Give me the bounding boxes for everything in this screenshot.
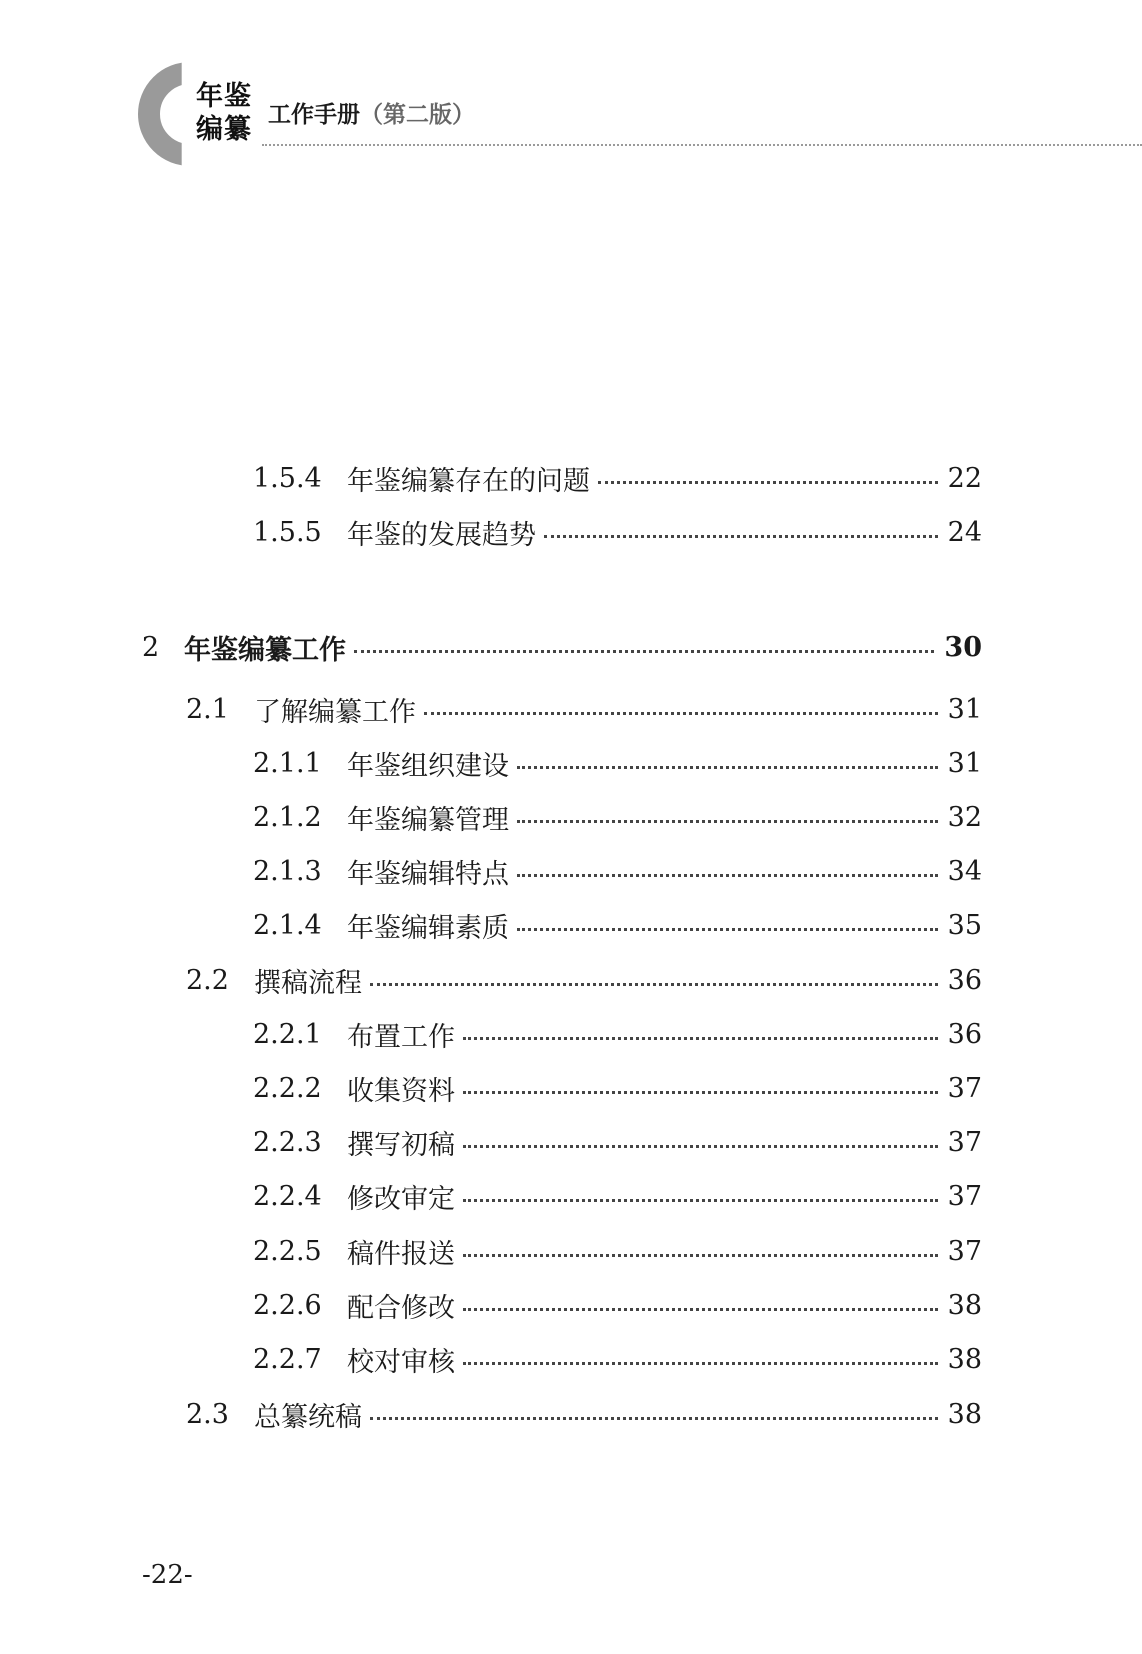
toc-entry[interactable] [253, 905, 982, 945]
toc-entry-number: 2.2.5 [253, 1235, 322, 1267]
toc-dot-leader [354, 650, 934, 653]
toc-entry[interactable] [186, 689, 982, 729]
toc-entry[interactable] [186, 960, 982, 1000]
toc-entry-title: 年鉴编纂存在的问题 [347, 465, 590, 497]
toc-dot-leader [463, 1308, 938, 1311]
toc-dot-leader [370, 1417, 938, 1420]
toc-entry[interactable] [253, 1068, 982, 1108]
toc-dot-leader [463, 1362, 938, 1365]
toc-dot-leader [517, 820, 938, 823]
toc-entry-number: 2.1 [186, 693, 229, 725]
toc-entry-number: 2.1.1 [253, 747, 322, 779]
toc-entry-page: 32 [947, 801, 982, 833]
toc-entry-title: 年鉴编辑特点 [347, 858, 509, 890]
toc-entry-page: 38 [947, 1398, 982, 1430]
toc-entry-title: 年鉴编纂工作 [184, 634, 346, 666]
logo-line-2: 编纂 [196, 114, 252, 145]
toc-entry-page: 22 [947, 462, 982, 494]
toc-entry-page: 35 [947, 909, 982, 941]
toc-entry[interactable] [142, 627, 982, 667]
toc-entry-page: 38 [947, 1343, 982, 1375]
toc-entry[interactable] [253, 1285, 982, 1325]
toc-entry-page: 24 [947, 516, 982, 548]
book-edition: （第二版） [360, 102, 475, 128]
toc-entry-page: 36 [947, 1018, 982, 1050]
toc-entry-number: 2 [142, 631, 160, 663]
toc-entry-title: 年鉴组织建设 [347, 750, 509, 782]
toc-entry-number: 2.1.4 [253, 909, 322, 941]
toc-entry-number: 2.1.2 [253, 801, 322, 833]
toc-entry[interactable] [253, 1014, 982, 1054]
toc-dot-leader [463, 1145, 938, 1148]
toc-dot-leader [463, 1199, 938, 1202]
toc-entry-number: 2.3 [186, 1398, 229, 1430]
toc-dot-leader [463, 1037, 938, 1040]
toc-entry-title: 年鉴编纂管理 [347, 804, 509, 836]
toc-dot-leader [424, 712, 938, 715]
book-title-text: 工作手册 [268, 102, 360, 128]
toc-entry-page: 37 [947, 1126, 982, 1158]
toc-entry-number: 2.2.2 [253, 1072, 322, 1104]
toc-entry-page: 37 [947, 1180, 982, 1212]
toc-entry[interactable] [253, 797, 982, 837]
toc-entry-title: 年鉴的发展趋势 [347, 519, 536, 551]
toc-entry[interactable] [253, 512, 982, 552]
toc-entry-number: 1.5.5 [253, 516, 322, 548]
toc-entry-page: 30 [944, 631, 982, 663]
toc-entry-page: 36 [947, 964, 982, 996]
toc-entry-number: 2.1.3 [253, 855, 322, 887]
toc-entry-title: 配合修改 [347, 1292, 455, 1324]
toc-entry-page: 34 [947, 855, 982, 887]
toc-dot-leader [517, 928, 938, 931]
toc-entry[interactable] [253, 458, 982, 498]
toc-entry[interactable] [186, 1394, 982, 1434]
toc-entry-page: 37 [947, 1072, 982, 1104]
toc-entry-title: 布置工作 [347, 1021, 455, 1053]
toc-dot-leader [517, 874, 938, 877]
toc-entry-page: 31 [947, 747, 982, 779]
toc-entry-title: 稿件报送 [347, 1238, 455, 1270]
toc-dot-leader [544, 535, 938, 538]
toc-entry[interactable] [253, 1122, 982, 1162]
toc-entry-number: 2.2 [186, 964, 229, 996]
toc-entry-title: 撰写初稿 [347, 1129, 455, 1161]
toc-entry-number: 2.2.7 [253, 1343, 322, 1375]
toc-entry-title: 校对审核 [347, 1346, 455, 1378]
toc-entry[interactable] [253, 1231, 982, 1271]
toc-entry-number: 2.2.1 [253, 1018, 322, 1050]
toc-dot-leader [463, 1091, 938, 1094]
toc-entry-title: 修改审定 [347, 1183, 455, 1215]
toc-entry-page: 38 [947, 1289, 982, 1321]
toc-dot-leader [598, 481, 938, 484]
toc-entry-title: 了解编纂工作 [254, 696, 416, 728]
toc-dot-leader [517, 766, 938, 769]
logo-line-1: 年鉴 [196, 81, 252, 112]
toc-entry-title: 年鉴编辑素质 [347, 912, 509, 944]
toc-entry-title: 撰稿流程 [254, 967, 362, 999]
toc-entry[interactable] [253, 1339, 982, 1379]
page-number: -22- [142, 1560, 193, 1590]
toc-entry-number: 2.2.3 [253, 1126, 322, 1158]
toc-entry-number: 2.2.4 [253, 1180, 322, 1212]
toc-entry-title: 收集资料 [347, 1075, 455, 1107]
toc-entry[interactable] [253, 1176, 982, 1216]
toc-dot-leader [463, 1254, 938, 1257]
toc-entry[interactable] [253, 743, 982, 783]
toc-entry[interactable] [253, 851, 982, 891]
toc-entry-page: 37 [947, 1235, 982, 1267]
toc-entry-page: 31 [947, 693, 982, 725]
toc-dot-leader [370, 983, 938, 986]
toc-entry-title: 总纂统稿 [254, 1401, 362, 1433]
toc-entry-number: 1.5.4 [253, 462, 322, 494]
toc-entry-number: 2.2.6 [253, 1289, 322, 1321]
